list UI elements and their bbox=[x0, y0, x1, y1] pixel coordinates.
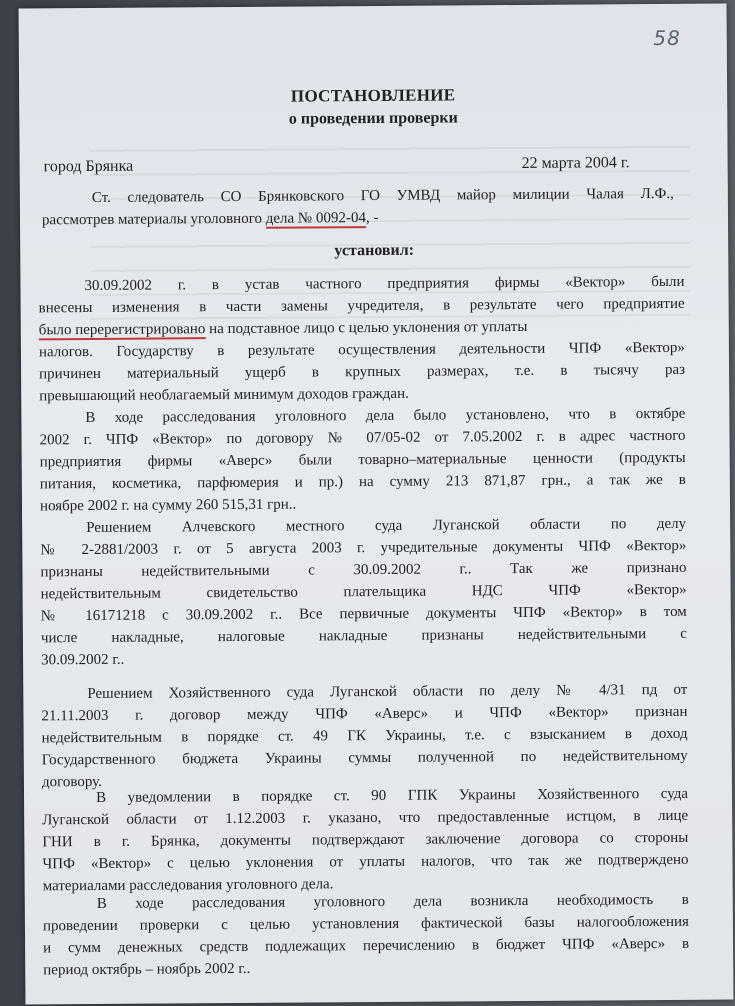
p2-line-1: В ходе расследования уголовного дела было установлено, что в октябре bbox=[85, 405, 686, 427]
document-date: 22 марта 2004 г. bbox=[521, 154, 630, 172]
p1-line-3: было перерегистрировано на подставное лицо с целью уклонения от уплаты bbox=[38, 318, 528, 339]
p5-line-1: В уведомлении в порядке ст. 90 ГПК Украины Хозяйственного суда bbox=[95, 785, 689, 806]
p2-line-5: ноябре 2002 г. на сумму 260 515,31 грн.. bbox=[39, 496, 297, 515]
established-heading: установил: bbox=[334, 241, 415, 260]
p4-line-4: Государственного бюджета Украины суммы полученной по недействительному bbox=[41, 747, 688, 769]
p2-line-3: предприятия фирмы «Аверс» были товарно–материальные ценности (продукты bbox=[39, 449, 686, 471]
p5-line-4: ЧПФ «Вектор» с целью уклонения от уплаты налогов, что так же подтверждено bbox=[42, 851, 689, 873]
p1-line-1: 30.09.2002 г. в устав частного предприятия фирмы «Вектор» были bbox=[84, 273, 685, 295]
p6-line-1: В ходе расследования уголовного дела возникла необходимость в bbox=[96, 891, 689, 912]
p3-line-4: недействительным свидетельство плательщика НДС ЧПФ «Вектор» bbox=[40, 581, 687, 603]
intro-line-2: рассмотрев материалы уголовного дела № 0092-04, - bbox=[41, 209, 379, 229]
p3-line-5: № 16171218 с 30.09.2002 г.. Все первичные документы ЧПФ «Вектор» в том bbox=[40, 603, 687, 625]
p6-line-2: проведении проверки с целью установления фактической базы налогообложения bbox=[42, 913, 689, 935]
document-page bbox=[19, 4, 734, 1005]
case-number-underlined: дела № 0092-04 bbox=[265, 210, 367, 227]
p3-line-1: Решением Алчевского местного суда Луганской области по делу bbox=[86, 515, 687, 537]
p4-line-2: 21.11.2003 г. договор между ЧПФ «Аверс» и ЧПФ «Вектор» признан bbox=[41, 703, 688, 725]
reregistered-underlined: было перерегистрировано bbox=[38, 321, 206, 339]
p2-line-2: 2002 г. ЧПФ «Вектор» по договору № 07/05-02 от 7.05.2002 г. в адрес частного bbox=[39, 427, 686, 449]
p1-line-4: налогов. Государству в результате осуществления деятельности ЧПФ «Вектор» bbox=[38, 339, 685, 361]
p4-line-3: недействительным в порядке ст. 49 ГК Украины, т.е. с взысканием в доход bbox=[41, 725, 688, 747]
p2-line-4: питания, косметика, парфюмерия и пр.) на сумму 213 871,87 грн., а так же в bbox=[39, 471, 686, 493]
p4-line-5: договору. bbox=[41, 773, 102, 791]
p3-line-7: 30.09.2002 г.. bbox=[41, 651, 125, 669]
p3-line-6: числе накладные, налоговые накладные признаны недействительными с bbox=[40, 625, 687, 647]
p5-line-2: Луганской области от 1.12.2003 г. указано, что предоставленные истцом, в лице bbox=[42, 807, 689, 829]
p1-line-2: внесены изменения в части замены учредителя, в результате чего предприятие bbox=[38, 295, 685, 317]
document-subtitle: о проведении проверки bbox=[288, 109, 458, 128]
intro-line-1: Ст. следователь СО Брянковского ГО УМВД майор милиции Чалая Л.Ф., bbox=[91, 185, 674, 206]
p5-line-5: материалами расследования уголовного дела. bbox=[42, 876, 334, 895]
p1-line-5: причинен материальный ущерб в крупных размерах, т.е. в тысячу раз bbox=[39, 361, 686, 383]
p5-line-3: ГНИ в г. Брянка, документы подтверждают заключение договора со стороны bbox=[42, 829, 689, 851]
p4-line-1: Решением Хозяйственного суда Луганской области по делу № 4/31 пд от bbox=[87, 681, 688, 703]
p6-line-4: период октябрь – ноябрь 2002 г.. bbox=[43, 960, 251, 979]
document-title: ПОСТАНОВЛЕНИЕ bbox=[290, 85, 456, 106]
city: город Брянка bbox=[43, 157, 134, 176]
p3-line-2: № 2-2881/2003 г. от 5 августа 2003 г. учредительные документы ЧПФ «Вектор» bbox=[40, 537, 687, 559]
p6-line-3: и сумм денежных средств подлежащих перечислению в бюджет ЧПФ «Аверс» в bbox=[43, 935, 690, 957]
page-number: 58 bbox=[653, 25, 681, 51]
p3-line-3: признаны недействительными с 30.09.2002 г.. Так же признано bbox=[40, 559, 687, 581]
p1-line-6: превышающий необлагаемый минимум доходов граждан. bbox=[39, 385, 409, 405]
